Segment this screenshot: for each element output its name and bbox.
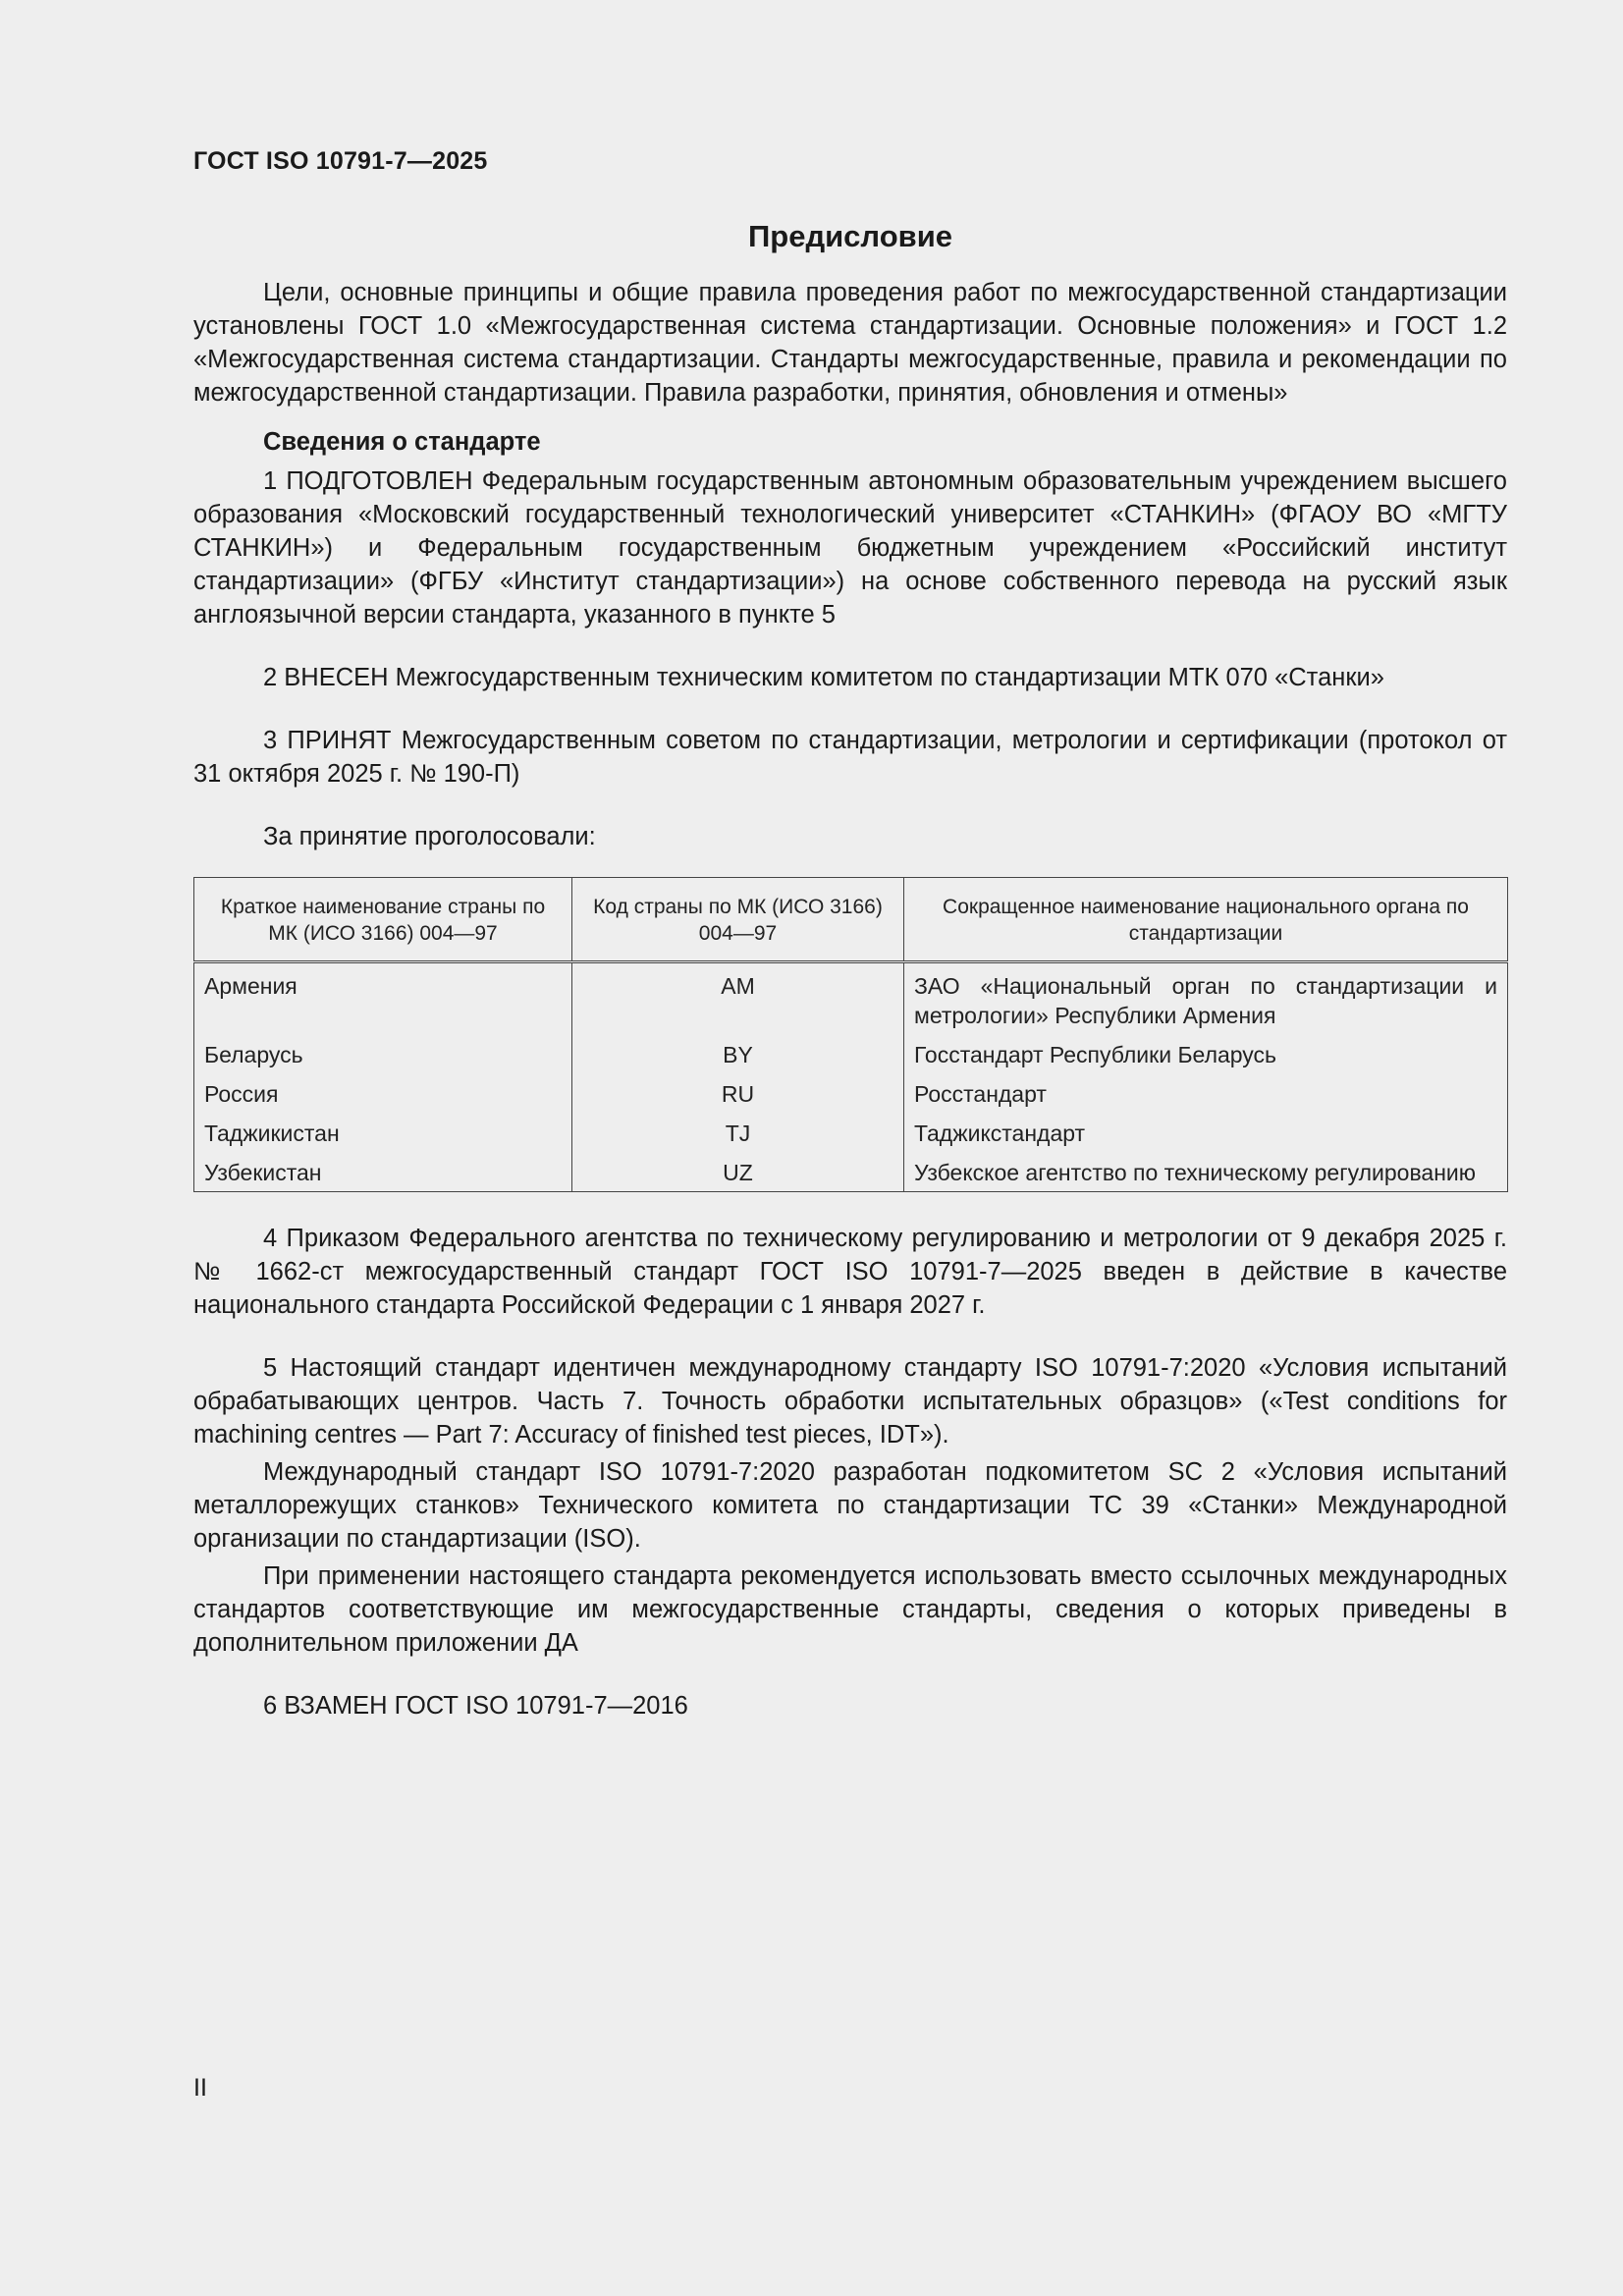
table-row: [194, 1153, 1508, 1192]
section-subheading: Сведения о стандарте: [263, 428, 541, 457]
cell-code: AM: [572, 962, 904, 1036]
cell-code: UZ: [572, 1153, 904, 1192]
table-row: [194, 1074, 1508, 1114]
item-5-application-paragraph: При применении настоящего стандарта рекомендуется использовать вместо ссылочных международных стандартов соответствующие им межгосударственные стандарты, сведения о которых приведены в дополнительном приложении ДА: [193, 1562, 1507, 1658]
item-5-iso-development-paragraph: Международный стандарт ISO 10791-7:2020 разработан подкомитетом SC 2 «Условия испытаний металлорежущих станков» Технического комитета по стандартизации ТС 39 «Станки» Международной организации по стандартизации (ISO).: [193, 1458, 1507, 1554]
intro-paragraph: Цели, основные принципы и общие правила проведения работ по межгосударственной стандартизации установлены ГОСТ 1.0 «Межгосударственная система стандартизации. Основные положения» и ГОСТ 1.2 «Межгосударственная система стандартизации. Стандарты межгосударственные, правила и рекомендации по межгосударственной стандартизации. Правила разработки, принятия, обновления и отмены»: [193, 279, 1507, 408]
item-3-paragraph: 3 ПРИНЯТ Межгосударственным советом по стандартизации, метрологии и сертификации (протокол от 31 октября 2025 г. № 190-П): [193, 727, 1507, 789]
standard-code-header: ГОСТ ISO 10791-7—2025: [193, 147, 488, 175]
page-content: [193, 218, 1507, 1722]
item-2-paragraph: 2 ВНЕСЕН Межгосударственным техническим комитетом по стандартизации МТК 070 «Станки»: [263, 664, 1384, 692]
vote-table: [193, 877, 1508, 1192]
cell-country: Таджикистан: [194, 1114, 572, 1153]
item-5-paragraph: 5 Настоящий стандарт идентичен международному стандарту ISO 10791-7:2020 «Условия испытаний обрабатывающих центров. Часть 7. Точность обработки испытательных образцов» («Test conditions for machining centres — Part 7: Accuracy of finished test pieces, IDT»).: [193, 1354, 1507, 1449]
cell-code: TJ: [572, 1114, 904, 1153]
table-row: [194, 962, 1508, 1036]
cell-country: Россия: [194, 1074, 572, 1114]
vote-table-header-row: [194, 878, 1508, 962]
cell-org: Росстандарт: [904, 1074, 1508, 1114]
item-4-paragraph: 4 Приказом Федерального агентства по техническому регулированию и метрологии от 9 декабря 2025 г. № 1662-ст межгосударственный стандарт ГОСТ ISO 10791-7—2025 введен в действие в качестве национального стандарта Российской Федерации с 1 января 2027 г.: [193, 1225, 1507, 1320]
cell-country: Беларусь: [194, 1035, 572, 1074]
column-header-country: Краткое наименование страны по МК (ИСО 3166) 004—97: [194, 878, 572, 962]
cell-org: Госстандарт Республики Беларусь: [904, 1035, 1508, 1074]
table-row: [194, 1035, 1508, 1074]
cell-org: ЗАО «Национальный орган по стандартизации и метрологии» Республики Армения: [904, 962, 1508, 1036]
item-1-paragraph: 1 ПОДГОТОВЛЕН Федеральным государственным автономным образовательным учреждением высшего образования «Московский государственный технологический университет «СТАНКИН» (ФГАОУ ВО «МГТУ СТАНКИН») и Федеральным государственным бюджетным учреждением «Российский институт стандартизации» (ФГБУ «Институт стандартизации») на основе собственного перевода на русский язык англоязычной версии стандарта, указанного в пункте 5: [193, 467, 1507, 629]
cell-code: BY: [572, 1035, 904, 1074]
table-row: [194, 1114, 1508, 1153]
cell-org: Таджикстандарт: [904, 1114, 1508, 1153]
cell-org: Узбекское агентство по техническому регулированию: [904, 1153, 1508, 1192]
cell-code: RU: [572, 1074, 904, 1114]
column-header-code: Код страны по МК (ИСО 3166) 004—97: [572, 878, 904, 962]
item-6-paragraph: 6 ВЗАМЕН ГОСТ ISO 10791-7—2016: [263, 1692, 688, 1721]
page-title: Предисловие: [747, 219, 952, 253]
column-header-org: Сокращенное наименование национального органа по стандартизации: [904, 878, 1508, 962]
page-number: II: [193, 2074, 207, 2102]
cell-country: Армения: [194, 962, 572, 1036]
vote-intro-paragraph: За принятие проголосовали:: [263, 823, 596, 851]
cell-country: Узбекистан: [194, 1153, 572, 1192]
